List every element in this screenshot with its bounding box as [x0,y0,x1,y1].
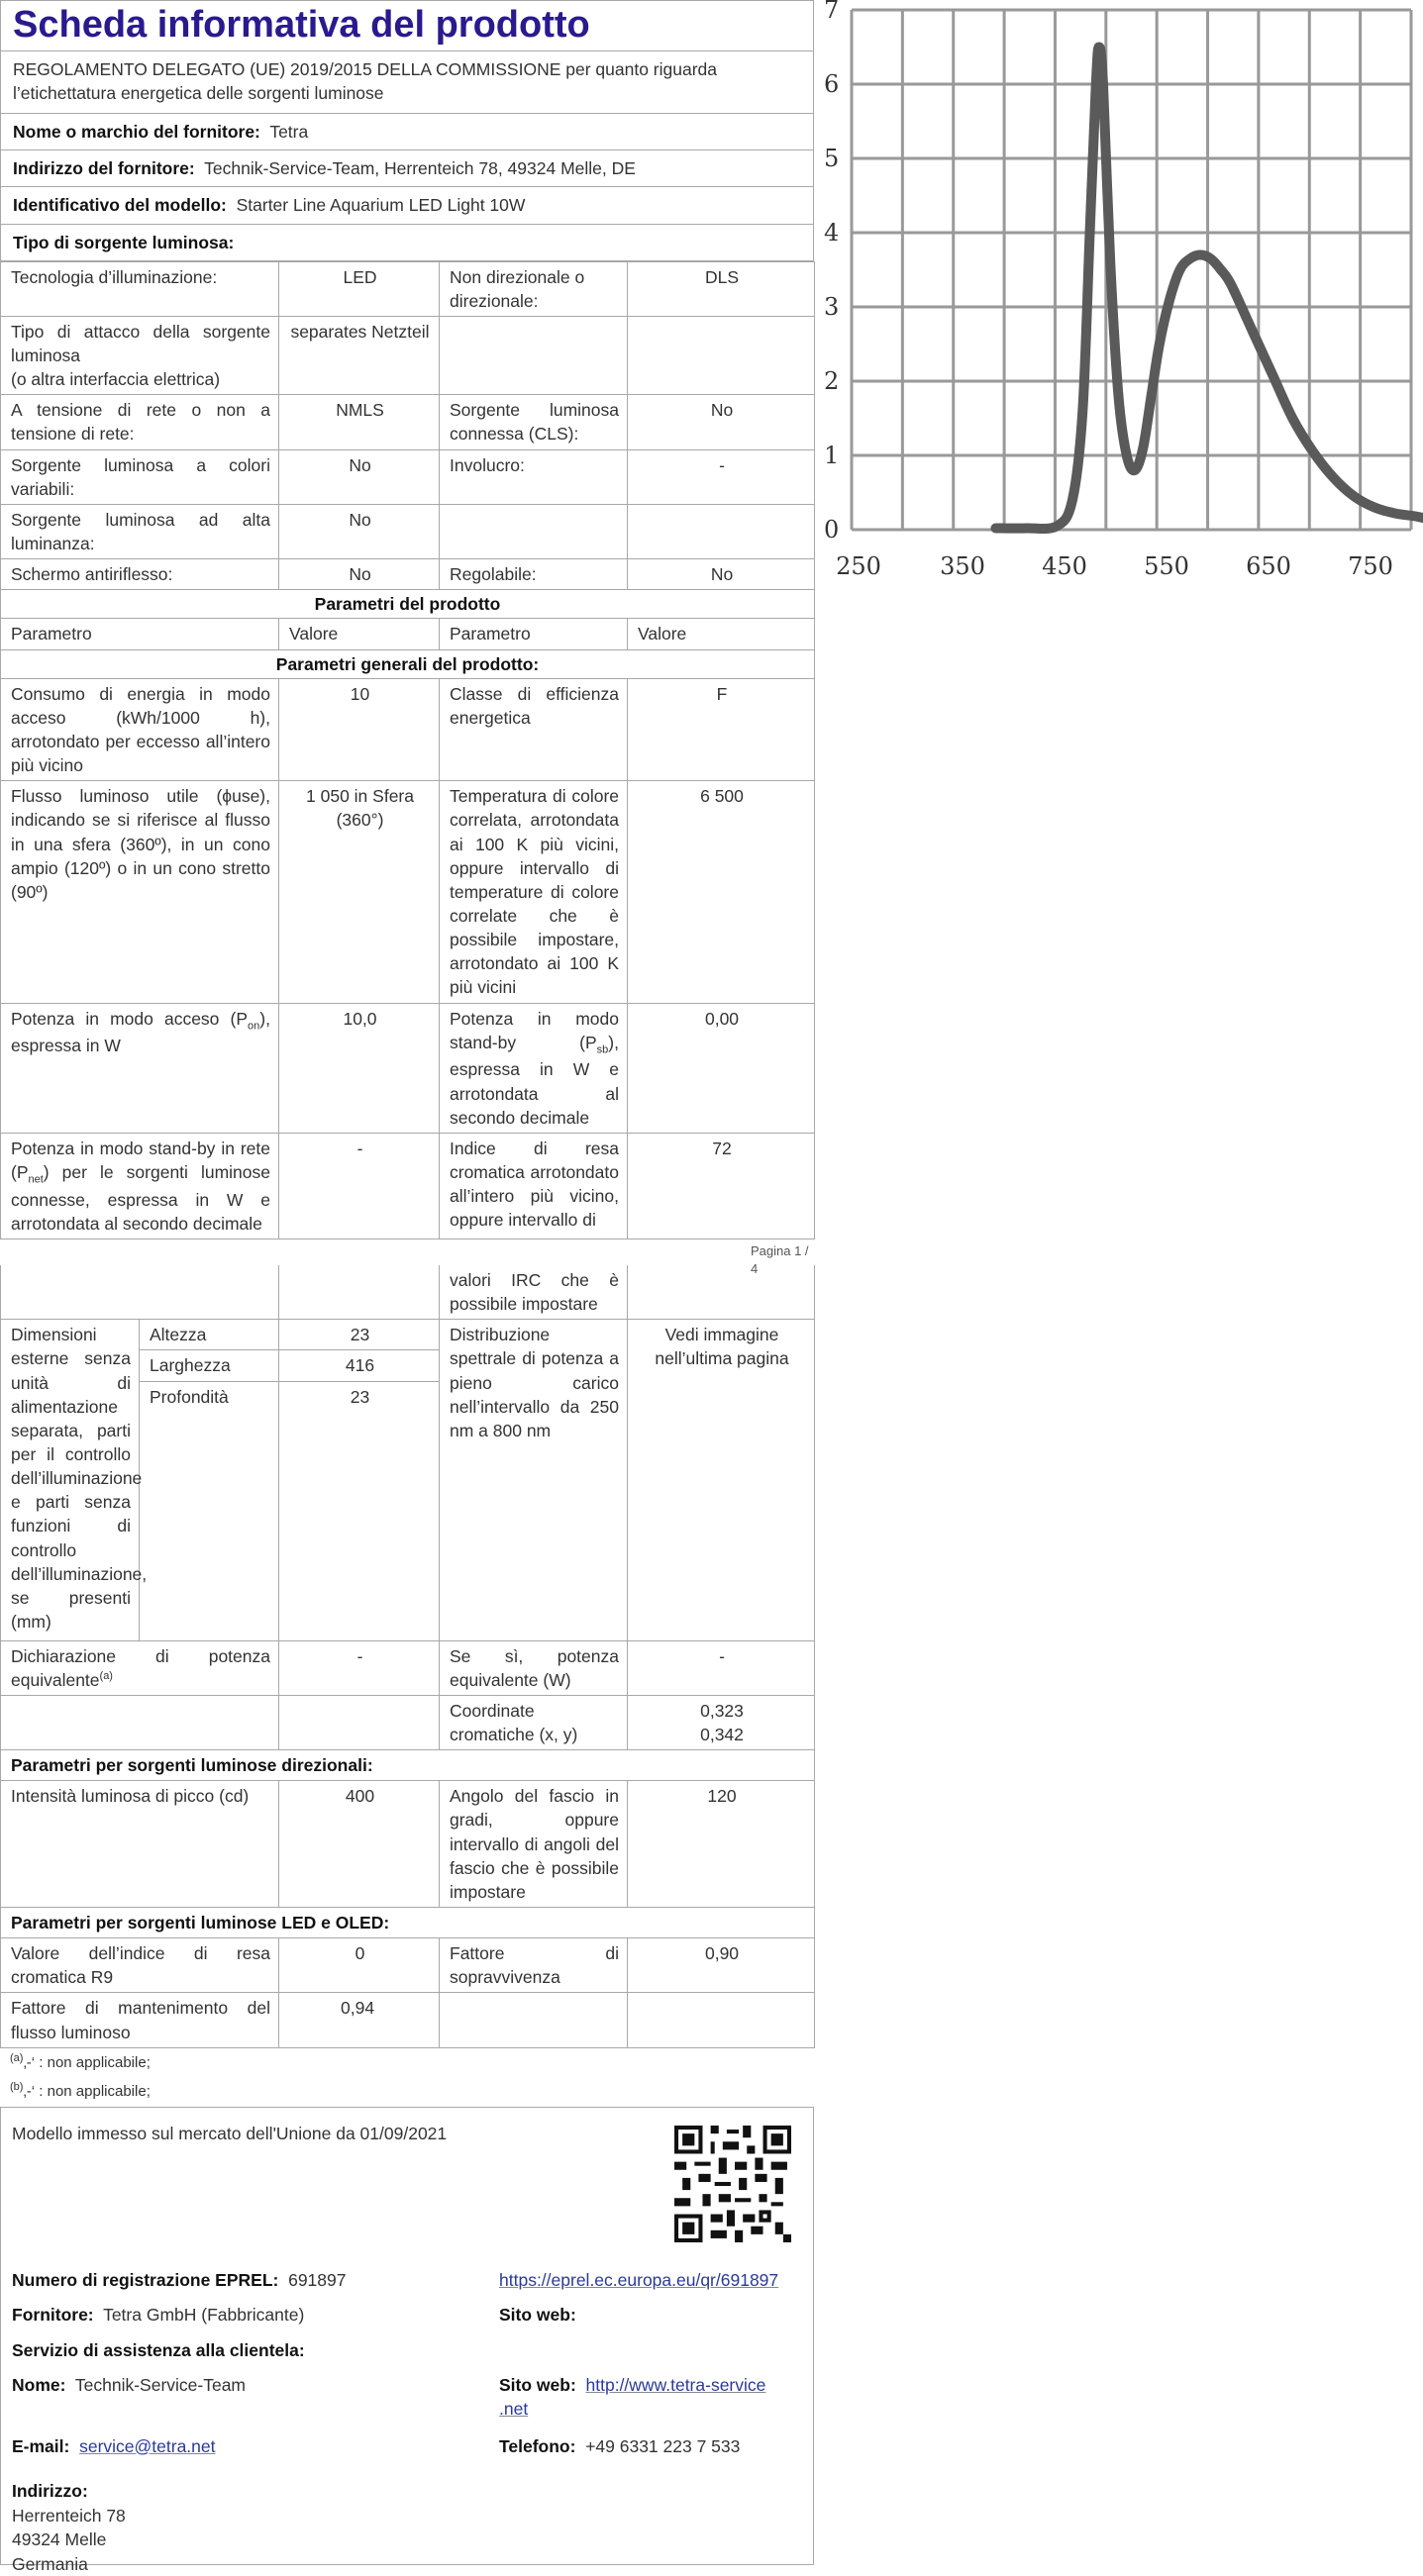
spectral-label: Distribuzione spettrale di potenza a pieno carico nell’intervallo da 250 nm a 800 nm [440,1320,628,1640]
param-label: Coordinate cromatiche (x, y) [440,1695,628,1749]
label-part: ), espressa in W e arrotondata al secondo decimale [450,1032,619,1128]
address-label: Indirizzo: [12,2480,88,2501]
param-label [1,1003,279,1133]
label-superscript: (a) [99,1669,113,1682]
param-value: LED [279,261,440,316]
empty-cell [628,1265,815,1320]
empty-cell [279,1695,440,1749]
width-value: 416 [279,1350,440,1381]
table-row [1,1320,815,1350]
params-table-continued [0,1265,815,2048]
column-header: Parametro [440,619,628,649]
param-value: 0 [279,1938,440,1993]
supplier-address-row [0,150,814,187]
param-value: F [628,678,815,781]
param-label: Sorgente luminosa ad alta luminanza: [1,504,279,558]
param-value [628,316,815,394]
param-value: 10,0 [279,1003,440,1133]
param-label: Intensità luminosa di picco (cd) [1,1781,279,1908]
param-value [628,1695,815,1749]
cap-type-label-note: (o altra interfaccia elettrica) [11,369,221,390]
supplier-row [12,2303,304,2327]
supplier-name-label: Nome o marchio del fornitore: [13,122,260,143]
param-label [440,504,628,558]
param-label: Consumo di energia in modo acceso (kWh/1000 h), arrotondato per eccesso all’intero più vicino [1,678,279,781]
y-tick-label: 1 [824,442,840,469]
supplier-address-value: Technik-Service-Team, Herrenteich 78, 49324 Melle, DE [204,158,636,179]
supplier-name-row [0,114,814,150]
y-tick-label: 7 [824,0,840,24]
spectral-distribution-chart [814,0,1423,594]
param-label: Tecnologia d’illuminazione: [1,261,279,316]
contact-name-label: Nome: [12,2374,66,2395]
table-row [1,781,815,1003]
column-header-row [1,619,815,649]
y-tick-label: 6 [824,70,840,98]
param-label: Classe di efficienza energetica [440,678,628,781]
y-tick-label: 4 [824,219,840,247]
param-label: Angolo del fascio in gradi, oppure intervallo di angoli del fascio che è possibile impostare [440,1781,628,1908]
y-tick-label: 0 [824,516,840,544]
param-value: 120 [628,1781,815,1908]
address-line: 49324 Melle [12,2529,107,2550]
param-label: Sorgente luminosa a colori variabili: [1,449,279,504]
table-row [1,261,815,316]
label-subscript: on [248,1020,260,1033]
dimensions-label: Dimensioni esterne senza unità di alimentazione separata, parti per il controllo dell’illuminazione e parti senza funzioni di controllo dell’illuminazione, se presenti (mm) [1,1320,140,1640]
supplier-label: Fornitore: [12,2304,94,2325]
table-row [1,316,815,394]
eprel-number: 691897 [288,2269,347,2290]
phone-value: +49 6331 223 7 533 [585,2435,741,2456]
service-website-link[interactable]: http://www.tetra-service [585,2374,766,2395]
footnote-a [0,2048,814,2078]
param-label: Flusso luminoso utile (ϕuse), indicando se si riferisce al flusso in una sfera (360º), in un cono ampio (120º) o in un cono stretto (90º) [1,781,279,1003]
address-block [12,2504,126,2576]
model-label: Identificativo del modello: [13,195,227,216]
param-label: A tensione di rete o non a tensione di rete: [1,395,279,449]
param-value: 6 500 [628,781,815,1003]
param-label [440,1003,628,1133]
column-header: Valore [628,619,815,649]
email-row [12,2434,216,2458]
supplier-address-label: Indirizzo del fornitore: [13,158,195,179]
y-tick-label: 3 [824,293,840,321]
x-tick-label: 350 [940,552,985,580]
light-source-heading: Tipo di sorgente luminosa: [0,225,814,261]
section-heading-row [1,649,815,678]
table-row [1,504,815,558]
param-value: 0,90 [628,1938,815,1993]
param-label: Involucro: [440,449,628,504]
param-label: valori IRC che è possibile impostare [440,1265,628,1320]
chroma-y: 0,342 [700,1724,744,1744]
table-row [1,1003,815,1133]
regulation-subtitle: REGOLAMENTO DELEGATO (UE) 2019/2015 DELLA COMMISSIONE per quanto riguarda l’etichettatura energetica delle sorgenti luminose [0,51,814,114]
param-label [440,316,628,394]
qr-code-icon[interactable] [674,2126,791,2242]
page-title: Scheda informativa del prodotto [0,0,814,51]
eprel-link[interactable]: https://eprel.ec.europa.eu/qr/691897 [499,2269,779,2290]
param-value: 0,00 [628,1003,815,1133]
general-params-heading: Parametri generali del prodotto: [1,649,815,678]
light-source-table [0,261,815,1239]
param-label: Indice di resa cromatica arrotondato all’intero più vicino, oppure intervallo di [440,1133,628,1238]
footnote-text: ‚-‘ : non applicabile; [23,2083,151,2101]
param-value: 0,94 [279,1993,440,2047]
chroma-x: 0,323 [700,1700,744,1721]
label-subscript: sb [596,1043,609,1056]
table-row [1,449,815,504]
param-value: - [628,1640,815,1695]
table-row [1,395,815,449]
customer-service-heading: Servizio di assistenza alla clientela: [12,2339,305,2360]
x-tick-label: 450 [1042,552,1087,580]
website-label: Sito web: [499,2304,576,2325]
param-value: - [279,1133,440,1238]
param-value: 72 [628,1133,815,1238]
market-info-box [0,2107,814,2574]
y-tick-label: 2 [824,367,840,395]
depth-value: 23 [279,1381,440,1640]
param-label: Valore dell’indice di resa cromatica R9 [1,1938,279,1993]
page-number: Pagina 1 / 4 [751,1243,809,1276]
height-value: 23 [279,1320,440,1350]
phone-label: Telefono: [499,2435,576,2456]
param-label: Se sì, potenza equivalente (W) [440,1640,628,1695]
x-tick-label: 550 [1144,552,1189,580]
contact-name-row [12,2373,246,2397]
y-tick-labels [824,0,839,544]
email-link[interactable]: service@tetra.net [79,2435,216,2456]
service-website-label: Sito web: [499,2374,576,2395]
eprel-label: Numero di registrazione EPREL: [12,2269,279,2290]
width-label: Larghezza [140,1350,279,1381]
supplier-value: Tetra GmbH (Fabbricante) [103,2304,305,2325]
label-part: Potenza in modo stand-by in rete (P [11,1138,270,1182]
param-label: Temperatura di colore correlata, arrotondata ai 100 K più vicini, oppure intervallo di temperature di colore correlate che è possibile impostare, arrotondato ai 100 K più vicini [440,781,628,1003]
param-label [1,1640,279,1695]
empty-cell [279,1265,440,1320]
model-value: Starter Line Aquarium LED Light 10W [236,195,526,216]
table-row [1,1938,815,1993]
x-tick-label: 650 [1246,552,1291,580]
contact-name-value: Technik-Service-Team [74,2374,247,2395]
table-row [1,1133,815,1238]
x-tick-label: 750 [1348,552,1393,580]
footnote-marker: (a) [10,2051,24,2064]
column-header: Valore [279,619,440,649]
param-label: Schermo antiriflesso: [1,559,279,590]
empty-cell [1,1695,279,1749]
eprel-row [12,2268,347,2292]
market-date: Modello immesso sul mercato dell'Unione da 01/09/2021 [12,2123,448,2143]
phone-row [499,2434,740,2458]
empty-cell [628,1993,815,2047]
param-value: No [279,504,440,558]
param-value: No [628,559,815,590]
param-value: 10 [279,678,440,781]
section-heading-row [1,590,815,619]
param-label [1,316,279,394]
label-part: Dichiarazione di potenza equivalente [11,1645,270,1690]
table-row [1,559,815,590]
x-tick-label: 250 [836,552,881,580]
chart-grid [852,10,1411,530]
table-row [1,1265,815,1320]
param-value: 1 050 in Sfera (360°) [279,781,440,1003]
param-label: Non direzionale o direzionale: [440,261,628,316]
label-subscript: net [28,1173,44,1186]
address-line: Germania [12,2553,88,2574]
param-label: Fattore di mantenimento del flusso luminoso [1,1993,279,2047]
param-label [1,1133,279,1238]
email-label: E-mail: [12,2435,70,2456]
label-part: ) per le sorgenti luminose connesse, espressa in W e arrotondata al secondo decimale [11,1161,270,1234]
footnote-marker: (b) [10,2081,24,2094]
empty-cell [440,1993,628,2047]
param-label: Regolabile: [440,559,628,590]
param-value: No [279,449,440,504]
label-part: ), espressa in W [11,1008,270,1056]
param-value: No [628,395,815,449]
table-row [1,1640,815,1695]
param-value: DLS [628,261,815,316]
param-label: Sorgente luminosa connessa (CLS): [440,395,628,449]
page-2 [0,1265,814,2574]
footnote-text: ‚-‘ : non applicabile; [23,2053,151,2071]
table-row [1,1781,815,1908]
table-row [1,678,815,781]
address-line: Herrenteich 78 [12,2505,126,2526]
label-part: Potenza in modo stand-by (P [450,1008,619,1052]
led-params-heading: Parametri per sorgenti luminose LED e OLED: [1,1907,815,1937]
param-value [628,504,815,558]
table-row [1,1695,815,1749]
param-value: - [279,1640,440,1695]
depth-label: Profondità [140,1381,279,1640]
param-value: No [279,559,440,590]
directional-params-heading: Parametri per sorgenti luminose direzionali: [1,1750,815,1781]
spectral-value: Vedi immagine nell’ultima pagina [628,1320,815,1640]
height-label: Altezza [140,1320,279,1350]
label-part: Potenza in modo acceso (P [11,1008,249,1029]
param-value: separates Netzteil [279,316,440,394]
param-value: NMLS [279,395,440,449]
cap-type-label: Tipo di attacco della sorgente luminosa [11,321,270,366]
empty-cell [1,1265,279,1320]
table-row [1,1993,815,2047]
section-heading-row [1,1907,815,1937]
x-tick-labels [836,552,1393,580]
footnote-b [0,2077,814,2107]
y-tick-label: 5 [824,145,840,172]
service-website-link-cont[interactable]: .net [499,2398,529,2419]
section-heading-row [1,1750,815,1781]
column-header: Parametro [1,619,279,649]
model-row [0,187,814,224]
param-value: 400 [279,1781,440,1908]
param-label: Fattore di sopravvivenza [440,1938,628,1993]
supplier-name-value: Tetra [269,122,309,143]
page-1 [0,0,814,1234]
service-website-row [499,2373,765,2421]
param-value: - [628,449,815,504]
product-params-heading: Parametri del prodotto [1,590,815,619]
